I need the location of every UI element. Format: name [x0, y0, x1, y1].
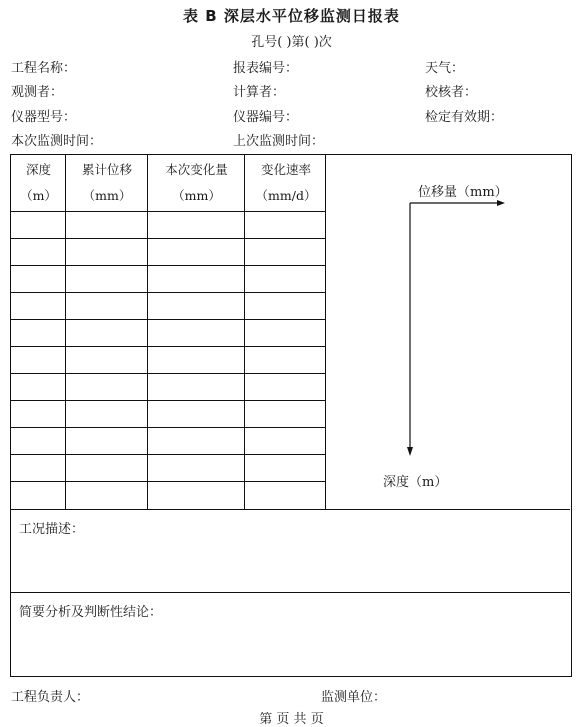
- section-divider: [11, 592, 570, 593]
- table-row: [11, 319, 326, 320]
- col-rate-name: 变化速率: [260, 162, 311, 177]
- col-cumulative-unit: （mm）: [82, 188, 132, 203]
- observer-field: 观测者：: [11, 85, 64, 100]
- plot-y-axis-label: 深度（m）: [383, 475, 448, 490]
- col-cumulative-header: [66, 157, 148, 209]
- this-monitoring-time-field: 本次监测时间：: [11, 134, 103, 149]
- table-row: [11, 346, 326, 347]
- table-divider: [65, 155, 66, 509]
- col-rate-header: [245, 157, 327, 209]
- col-change-header: [148, 157, 245, 209]
- last-monitoring-time-field: 上次监测时间：: [233, 134, 325, 149]
- report-table-frame: [10, 154, 572, 677]
- table-row: [11, 454, 326, 455]
- plot-x-axis-label: 位移量（mm）: [418, 185, 508, 200]
- monitoring-unit-field: 监测单位：: [321, 690, 387, 705]
- analysis-conclusion-label: 简要分析及判断性结论：: [19, 605, 163, 620]
- col-depth-unit: （m）: [20, 188, 57, 203]
- col-depth-header: [11, 157, 66, 209]
- project-name-field: 工程名称：: [11, 61, 77, 76]
- table-divider: [147, 155, 148, 509]
- col-change-name: 本次变化量: [165, 162, 228, 177]
- table-divider: [325, 155, 326, 509]
- x-axis-arrow: [497, 200, 505, 206]
- table-row: [11, 373, 326, 374]
- displacement-axes: [401, 195, 511, 465]
- col-change-unit: （mm）: [172, 188, 221, 203]
- weather-field: 天气：: [425, 61, 465, 76]
- project-responsible-field: 工程负责人：: [11, 690, 90, 705]
- section-divider: [11, 509, 570, 510]
- col-rate-unit: （mm/d）: [255, 188, 317, 203]
- validity-field: 检定有效期：: [425, 110, 504, 125]
- page-title: 表 B 深层水平位移监测日报表: [183, 7, 400, 25]
- report-number-field: 报表编号：: [233, 61, 299, 76]
- table-row: [11, 481, 326, 482]
- col-depth-name: 深度: [25, 162, 51, 177]
- table-row: [11, 265, 326, 266]
- page-number: 第 页 共 页: [259, 712, 324, 727]
- y-axis-arrow: [407, 447, 413, 456]
- instrument-number-field: 仪器编号：: [233, 110, 299, 125]
- calculator-field: 计算者：: [233, 85, 286, 100]
- table-row: [11, 211, 326, 212]
- table-divider: [244, 155, 245, 509]
- checker-field: 校核者：: [425, 85, 478, 100]
- table-row: [11, 292, 326, 293]
- table-row: [11, 400, 326, 401]
- table-row: [11, 238, 326, 239]
- instrument-model-field: 仪器型号：: [11, 110, 77, 125]
- table-row: [11, 427, 326, 428]
- col-cumulative-name: 累计位移: [81, 162, 132, 177]
- hole-number-line: 孔号( )第( )次: [251, 35, 332, 50]
- condition-description-label: 工况描述：: [19, 522, 85, 537]
